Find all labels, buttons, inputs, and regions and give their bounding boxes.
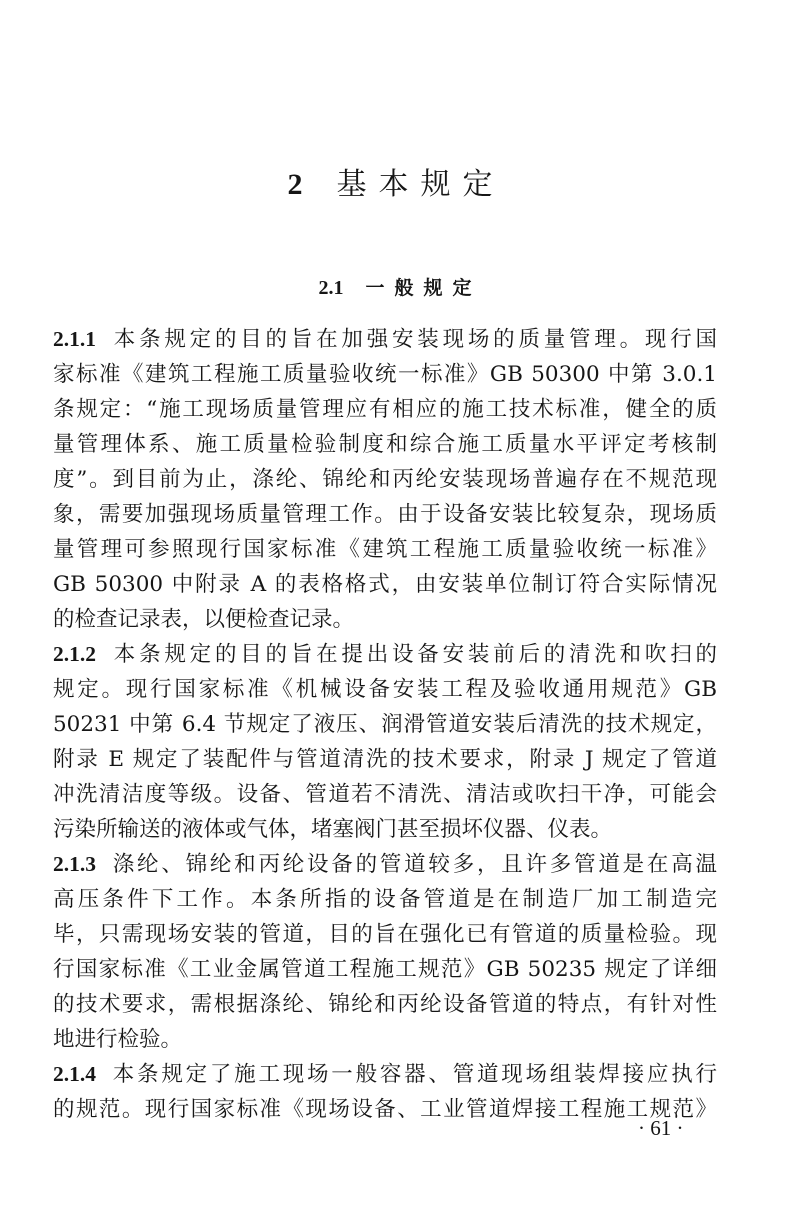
paragraph-line: GB 50300 中附录 A 的表格格式，由安装单位制订符合实际情况 (53, 572, 717, 597)
clause-2-1-3-line-1 (53, 847, 717, 882)
chapter-number: 2 (287, 168, 303, 201)
paragraph-line: 行国家标准《工业金属管道工程施工规范》GB 50235 规定了详细 (53, 957, 717, 982)
section-title: 一般规定 (365, 277, 482, 299)
clause-number: 2.1.4 (53, 1062, 96, 1086)
paragraph-line: 附录 E 规定了装配件与管道清洗的技术要求，附录 J 规定了管道 (53, 747, 717, 772)
clause-number: 2.1.1 (53, 327, 96, 351)
paragraph-line: 毕，只需现场安装的管道，目的旨在强化已有管道的质量检验。现 (53, 922, 717, 947)
paragraph-line: 50231 中第 6.4 节规定了液压、润滑管道安装后清洗的技术规定， (53, 712, 717, 737)
paragraph-line: 象，需要加强现场质量管理工作。由于设备安装比较复杂，现场质 (53, 502, 717, 527)
paragraph-line: 污染所输送的液体或气体，堵塞阀门甚至损坏仪器、仪表。 (53, 817, 613, 842)
clause-number: 2.1.2 (53, 642, 96, 666)
chapter-title: 基本规定 (336, 167, 505, 202)
section-number: 2.1 (318, 277, 344, 299)
chapter-heading (0, 163, 800, 207)
paragraph-line: 家标准《建筑工程施工质量验收统一标准》GB 50300 中第 3.0.1 (53, 362, 717, 387)
paragraph-line: 的检查记录表，以便检查记录。 (53, 607, 355, 632)
paragraph-text: 本条规定了施工现场一般容器、管道现场组装焊接应执行 (110, 1062, 717, 1087)
clause-2-1-2-line-1 (53, 637, 717, 672)
paragraph-line: 量管理可参照现行国家标准《建筑工程施工质量验收统一标准》 (53, 537, 717, 562)
paragraph-text: 本条规定的目的旨在加强安装现场的质量管理。现行国 (110, 327, 717, 352)
clause-number: 2.1.3 (53, 852, 96, 876)
paragraph-line: 高压条件下工作。本条所指的设备管道是在制造厂加工制造完 (53, 887, 717, 912)
paragraph-line: 的规范。现行国家标准《现场设备、工业管道焊接工程施工规范》 (53, 1097, 717, 1122)
paragraph-line: 的技术要求，需根据涤纶、锦纶和丙纶设备管道的特点，有针对性 (53, 992, 717, 1017)
body-text (53, 322, 717, 1127)
page-number: · 61 · (638, 1116, 684, 1140)
paragraph-line: 地进行检验。 (53, 1027, 183, 1052)
clause-2-1-4-line-1 (53, 1057, 717, 1092)
paragraph-text: 本条规定的目的旨在提出设备安装前后的清洗和吹扫的 (110, 642, 717, 667)
paragraph-line: 规定。现行国家标准《机械设备安装工程及验收通用规范》GB (53, 677, 717, 702)
clause-2-1-1-line-1 (53, 322, 717, 357)
section-heading (0, 272, 800, 303)
paragraph-line: 冲洗清洁度等级。设备、管道若不清洗、清洁或吹扫干净，可能会 (53, 782, 717, 807)
paragraph-line: 度”。到目前为止，涤纶、锦纶和丙纶安装现场普遍存在不规范现 (53, 467, 717, 492)
paragraph-line: 量管理体系、施工质量检验制度和综合施工质量水平评定考核制 (53, 432, 717, 457)
paragraph-text: 涤纶、锦纶和丙纶设备的管道较多，且许多管道是在高温 (110, 852, 717, 877)
paragraph-line: 条规定：“施工现场质量管理应有相应的施工技术标准，健全的质 (53, 397, 717, 422)
